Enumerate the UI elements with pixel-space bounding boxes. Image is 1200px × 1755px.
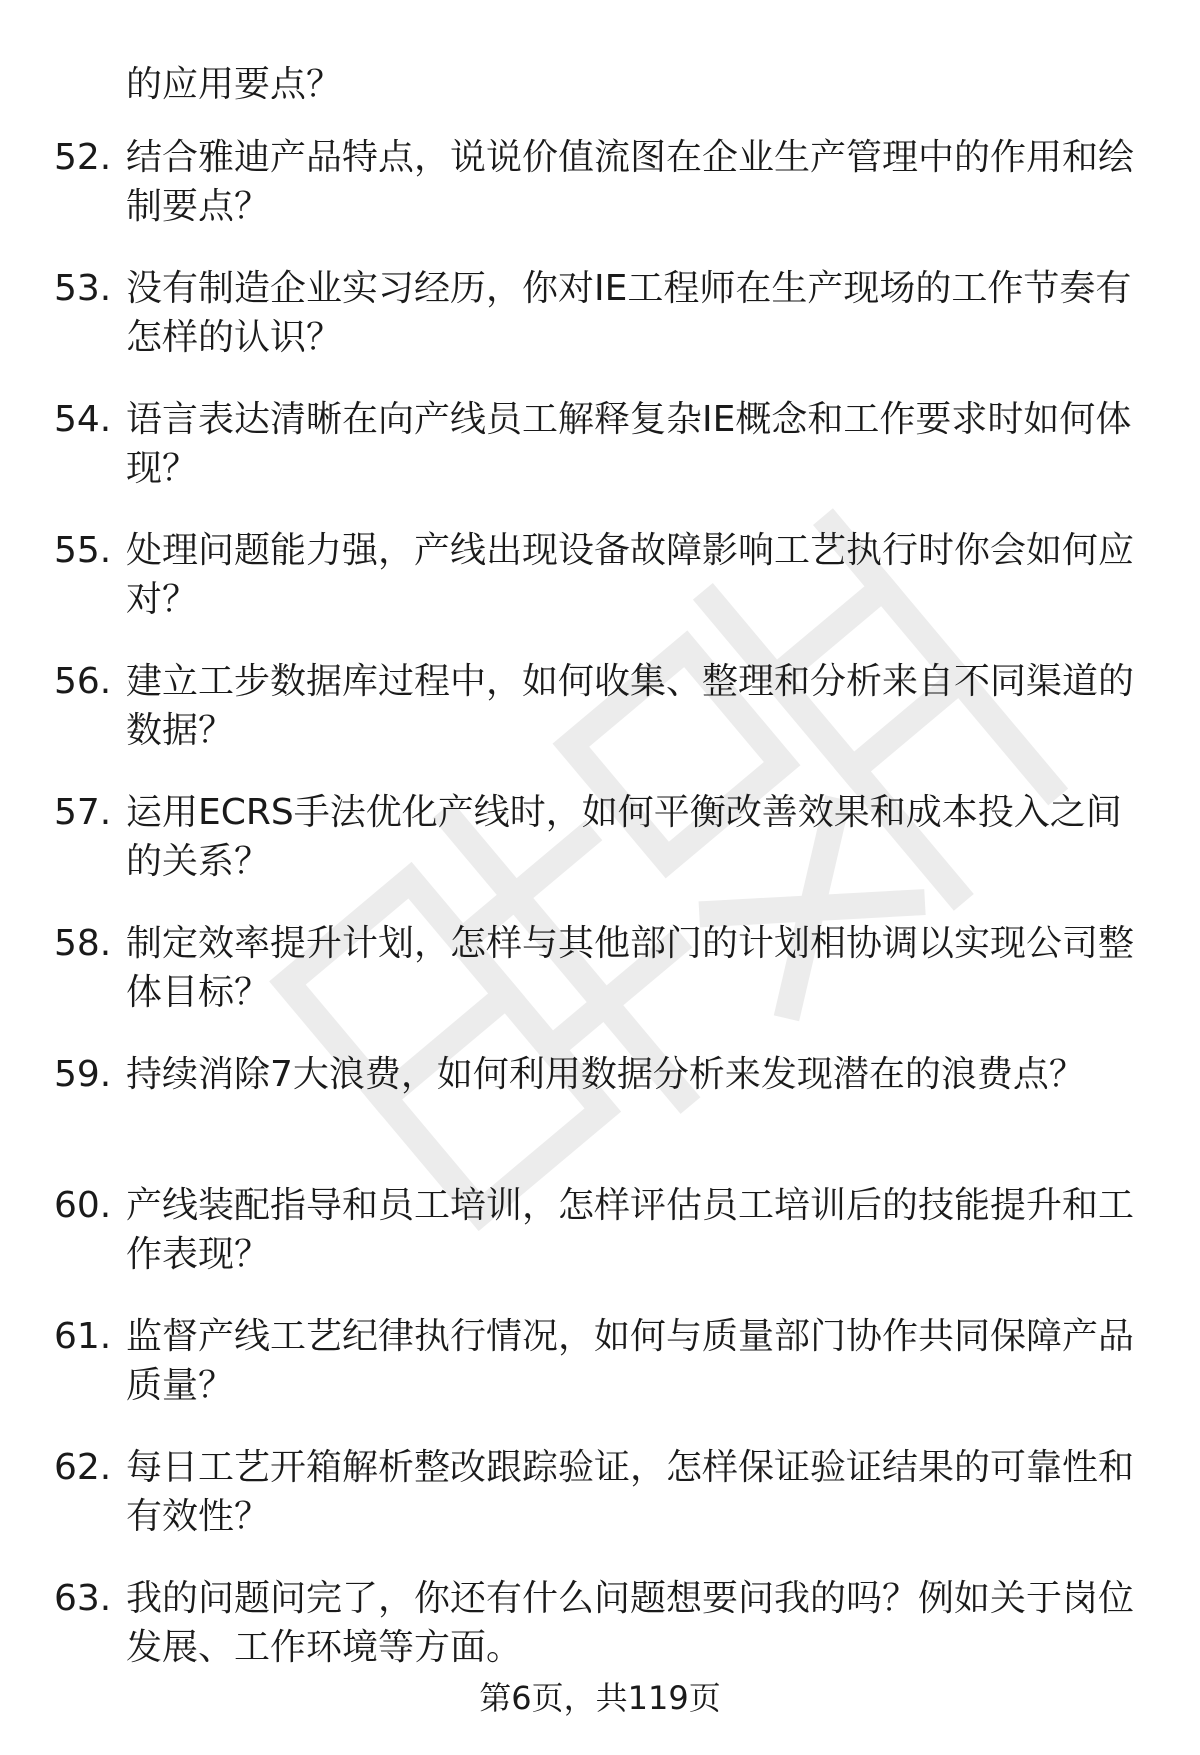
question-text: 持续消除7大浪费，如何利用数据分析来发现潜在的浪费点？	[126, 1054, 1085, 1095]
question-text: 监督产线工艺纪律执行情况，如何与质量部门协作共同保障产品质量？	[126, 1316, 1135, 1406]
question-text: 产线装配指导和员工培训，怎样评估员工培训后的技能提升和工作表现？	[126, 1185, 1135, 1275]
question-number: 53.	[54, 268, 112, 309]
question-number: 56.	[54, 661, 112, 702]
question-list	[0, 133, 1200, 1705]
question-number: 54.	[54, 399, 112, 440]
question-text: 运用ECRS手法优化产线时，如何平衡改善效果和成本投入之间的关系？	[126, 792, 1122, 882]
page-number-footer: 第6页，共119页	[479, 1679, 721, 1717]
question-text: 语言表达清晰在向产线员工解释复杂IE概念和工作要求时如何体现？	[126, 399, 1132, 489]
question-number: 57.	[54, 792, 112, 833]
question-number: 63.	[54, 1578, 112, 1619]
question-number: 60.	[54, 1185, 112, 1226]
question-item	[0, 788, 1200, 919]
question-item	[0, 133, 1200, 264]
question-item	[0, 1312, 1200, 1443]
question-text: 没有制造企业实习经历，你对IE工程师在生产现场的工作节奏有怎样的认识？	[126, 268, 1132, 358]
question-number: 59.	[54, 1054, 112, 1095]
question-text: 制定效率提升计划，怎样与其他部门的计划相协调以实现公司整体目标？	[126, 923, 1135, 1013]
question-number: 52.	[54, 137, 112, 178]
question-number: 55.	[54, 530, 112, 571]
question-text: 处理问题能力强，产线出现设备故障影响工艺执行时你会如何应对？	[126, 530, 1135, 620]
continuation-text: 的应用要点？	[126, 64, 343, 105]
question-number: 61.	[54, 1316, 112, 1357]
question-item	[0, 657, 1200, 788]
question-item	[0, 395, 1200, 526]
question-item	[0, 919, 1200, 1050]
question-item	[0, 1050, 1200, 1181]
question-item	[0, 1181, 1200, 1312]
question-item	[0, 526, 1200, 657]
question-number: 62.	[54, 1447, 112, 1488]
question-text: 每日工艺开箱解析整改跟踪验证，怎样保证验证结果的可靠性和有效性？	[126, 1447, 1135, 1537]
question-text: 我的问题问完了，你还有什么问题想要问我的吗？例如关于岗位发展、工作环境等方面。	[126, 1578, 1135, 1668]
question-item	[0, 1443, 1200, 1574]
question-item	[0, 264, 1200, 395]
question-text: 结合雅迪产品特点，说说价值流图在企业生产管理中的作用和绘制要点？	[126, 137, 1135, 227]
question-text: 建立工步数据库过程中，如何收集、整理和分析来自不同渠道的数据？	[126, 661, 1135, 751]
question-number: 58.	[54, 923, 112, 964]
